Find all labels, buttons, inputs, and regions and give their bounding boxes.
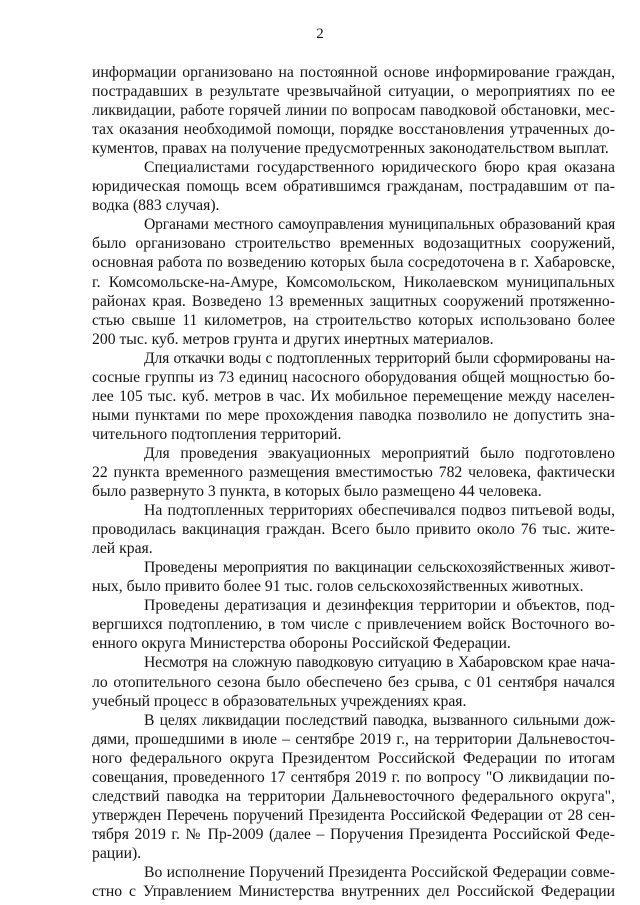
paragraph xyxy=(92,215,615,348)
paragraph xyxy=(92,63,615,158)
text-line: рации). xyxy=(92,844,142,862)
text-line: ных, было привито более 91 тыс. голов сельскохозяйственных животных. xyxy=(92,578,584,596)
paragraph xyxy=(92,863,615,901)
text-line: ликвидации, работе горячей линии по вопросам паводковой обстановки, мес- xyxy=(92,102,615,120)
text-line: водка (883 случая). xyxy=(92,197,220,215)
text-line: информации организовано на постоянной основе информирование граждан, xyxy=(92,64,615,81)
page-number: 2 xyxy=(316,26,324,42)
text-line: Во исполнение Поручений Президента Российской Федерации совме- xyxy=(144,863,615,881)
text-line: совещания, проведенного 17 сентября 2019 г. по вопросу "О ликвидации по- xyxy=(92,768,615,786)
text-line: лее 105 тыс. куб. метров в час. Их мобильное перемещение между населен- xyxy=(92,387,615,405)
text-line: Для проведения эвакуационных мероприятий было подготовлено xyxy=(144,444,615,462)
text-line: 22 пункта временного размещения вместимостью 782 человека, фактически xyxy=(92,463,615,481)
paragraph xyxy=(92,653,615,710)
text-line: Специалистами государственного юридического бюро края оказана xyxy=(144,159,615,177)
text-line: следствий паводка на территории Дальневосточного федерального округа", xyxy=(92,787,615,805)
text-line: г. Комсомольске-на-Амуре, Комсомольском, Николаевском муниципальных xyxy=(92,273,615,291)
text-line: кументов, правах на получение предусмотренных законодательством выплат. xyxy=(92,140,609,158)
text-line: Органами местного самоуправления муниципальных образований края xyxy=(144,216,615,234)
paragraph xyxy=(92,444,615,501)
text-line: Проведены мероприятия по вакцинации сельскохозяйственных живот- xyxy=(144,559,615,577)
text-line: тября 2019 г. № Пр-2009 (далее – Поручения Президента Российской Феде- xyxy=(92,825,615,843)
text-line: Проведены дератизация и дезинфекция территории и объектов, под- xyxy=(144,597,615,615)
text-line: Для откачки воды с подтопленных территорий были сформированы на- xyxy=(144,349,615,367)
text-line: 200 тыс. куб. метров грунта и других инертных материалов. xyxy=(92,330,494,348)
text-line: ло отопительного сезона было обеспечено без срыва, с 01 сентября начался xyxy=(92,673,615,691)
text-line: лей края. xyxy=(92,540,153,558)
paragraph xyxy=(92,349,615,444)
text-line: В целях ликвидации последствий паводка, вызванного сильными дож- xyxy=(144,711,615,729)
text-line: пострадавших в результате чрезвычайной ситуации, о мероприятиях по ее xyxy=(92,83,615,101)
text-line: проводилась вакцинация граждан. Всего было привито около 76 тыс. жите- xyxy=(92,521,615,539)
text-line: утвержден Перечень поручений Президента Российской Федерации от 28 сен- xyxy=(92,806,615,824)
text-line: ными пунктами по мере прохождения паводка позволило не допустить зна- xyxy=(92,406,615,424)
text-line: учебный процесс в образовательных учреждениях края. xyxy=(92,692,467,710)
text-line: тах оказания необходимой помощи, порядке восстановления утраченных до- xyxy=(92,121,615,139)
text-line: На подтопленных территориях обеспечивался подвоз питьевой воды, xyxy=(144,502,615,520)
paragraph xyxy=(92,158,615,215)
text-line: ного федерального округа Президентом Российской Федерации по итогам xyxy=(92,749,615,767)
text-line: было организовано строительство временных водозащитных сооружений, xyxy=(92,235,615,253)
text-line: было развернуто 3 пункта, в которых было размещено 44 человека. xyxy=(92,483,542,501)
text-line: Несмотря на сложную паводковую ситуацию в Хабаровском крае нача- xyxy=(144,654,615,672)
text-line: вергшихся подтоплению, в том числе с привлечением войск Восточного во- xyxy=(92,616,615,634)
text-line: юридическая помощь всем обратившимся гражданам, пострадавшим от па- xyxy=(92,178,615,196)
paragraph xyxy=(92,558,615,596)
document-body xyxy=(92,63,615,901)
text-line: районах края. Возведено 13 временных защитных сооружений протяженно- xyxy=(92,292,615,310)
text-line: стно с Управлением Министерства внутренних дел Российской Федерации xyxy=(92,883,615,901)
text-line: енного округа Министерства обороны Российской Федерации. xyxy=(92,635,511,653)
paragraph xyxy=(92,596,615,653)
text-line: основная работа по возведению которых была сосредоточена в г. Хабаровске, xyxy=(92,254,615,272)
paragraph xyxy=(92,711,615,863)
text-line: сосные группы из 73 единиц насосного оборудования общей мощностью бо- xyxy=(92,368,615,386)
text-line: чительного подтопления территорий. xyxy=(92,425,342,443)
paragraph xyxy=(92,501,615,558)
text-line: стью свыше 11 километров, на строительство которых использовано более xyxy=(92,311,615,329)
text-line: дями, прошедшими в июле – сентябре 2019 г., на территории Дальневосточ- xyxy=(92,730,615,748)
